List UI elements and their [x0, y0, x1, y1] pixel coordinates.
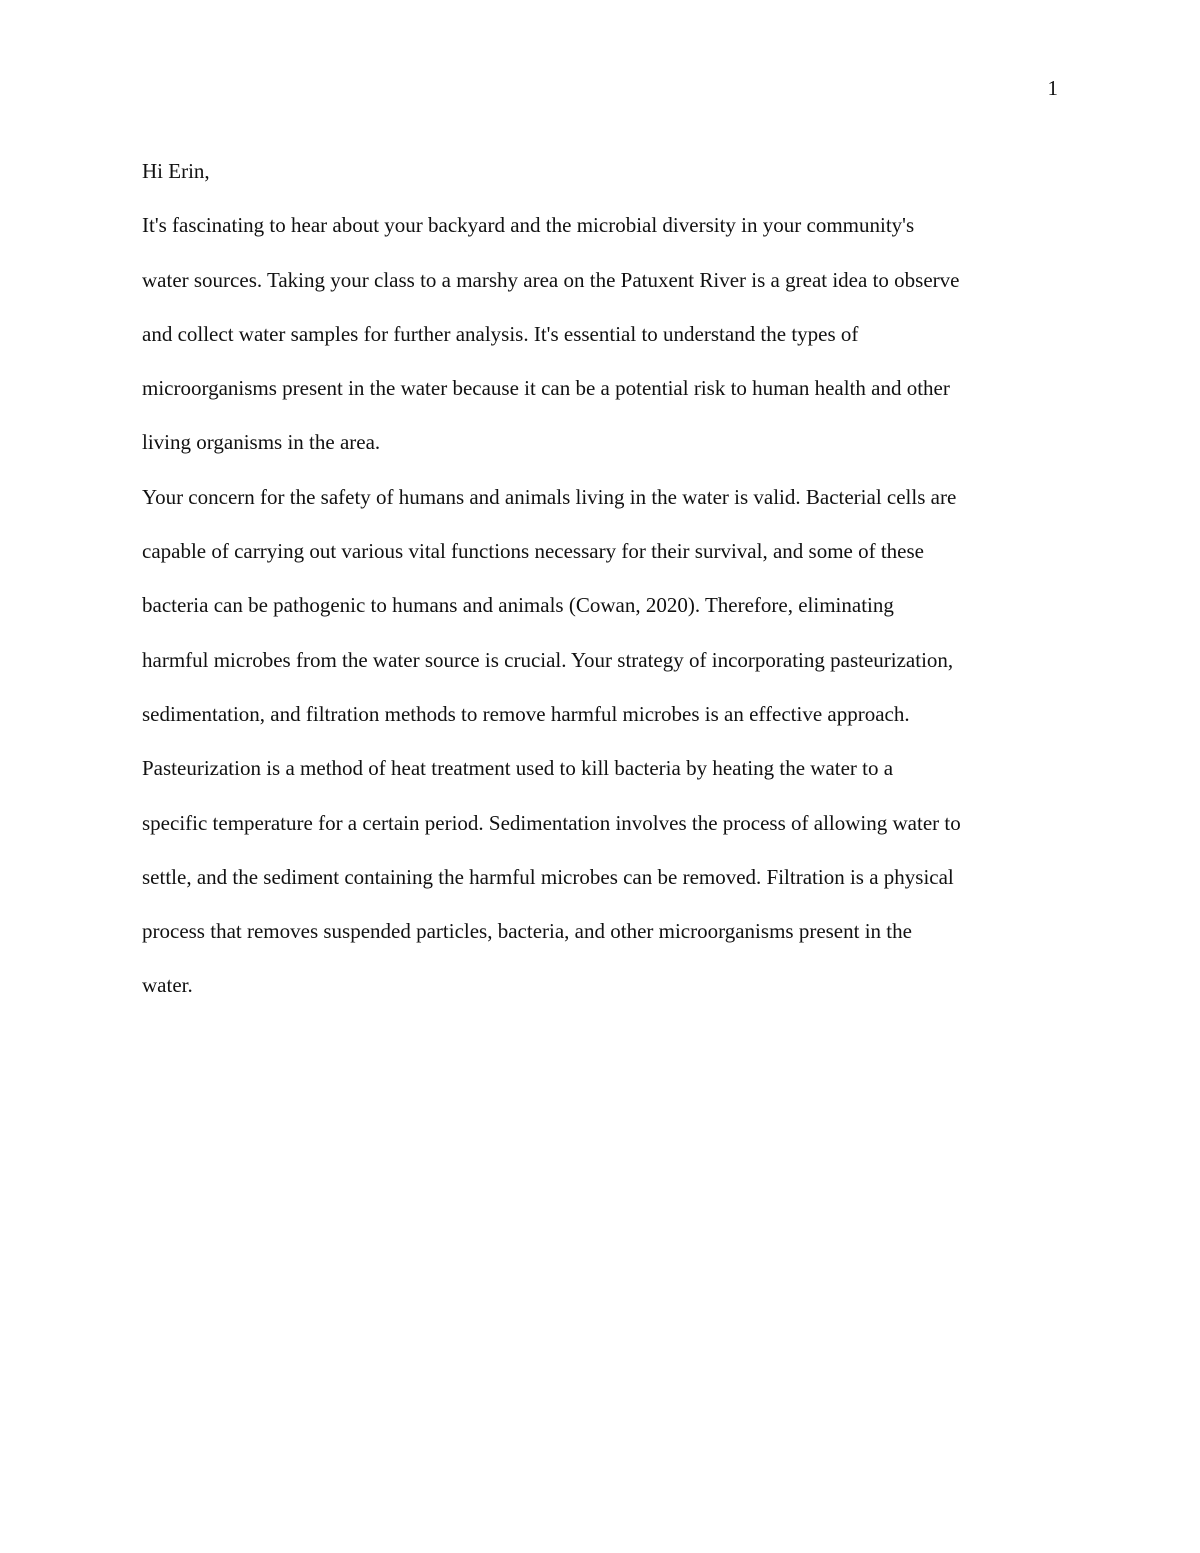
paragraph-1 [142, 198, 1060, 469]
paragraph-line: Pasteurization is a method of heat treatment used to kill bacteria by heating the water to a [142, 756, 894, 781]
paragraph-line: Your concern for the safety of humans and animals living in the water is valid. Bacterial cells are [142, 484, 957, 509]
paragraph-line: sedimentation, and filtration methods to remove harmful microbes is an effective approach. [142, 701, 910, 726]
paragraph-line: and collect water samples for further analysis. It's essential to understand the types of [142, 321, 859, 346]
paragraph-line: living organisms in the area. [142, 430, 381, 455]
page-number: 1 [1047, 76, 1058, 100]
paragraph-2 [142, 470, 1060, 1013]
paragraph-line: capable of carrying out various vital functions necessary for their survival, and some of these [142, 539, 924, 564]
paragraph-line: microorganisms present in the water because it can be a potential risk to human health and other [142, 376, 950, 401]
letter-body [142, 144, 1060, 1013]
paragraph-line: settle, and the sediment containing the harmful microbes can be removed. Filtration is a physical [142, 864, 954, 889]
paragraph-line: specific temperature for a certain period. Sedimentation involves the process of allowing water to [142, 810, 961, 835]
paragraph-line: water. [142, 973, 193, 998]
paragraph-line: It's fascinating to hear about your backyard and the microbial diversity in your community's [142, 213, 915, 238]
greeting: Hi Erin, [142, 159, 210, 183]
paragraph-line: process that removes suspended particles, bacteria, and other microorganisms present in the [142, 919, 912, 944]
paragraph-line: harmful microbes from the water source is crucial. Your strategy of incorporating pasteurization, [142, 647, 954, 672]
paragraph-line: bacteria can be pathogenic to humans and animals (Cowan, 2020). Therefore, eliminating [142, 593, 894, 618]
paragraph-line: water sources. Taking your class to a marshy area on the Patuxent River is a great idea to observe [142, 267, 960, 292]
